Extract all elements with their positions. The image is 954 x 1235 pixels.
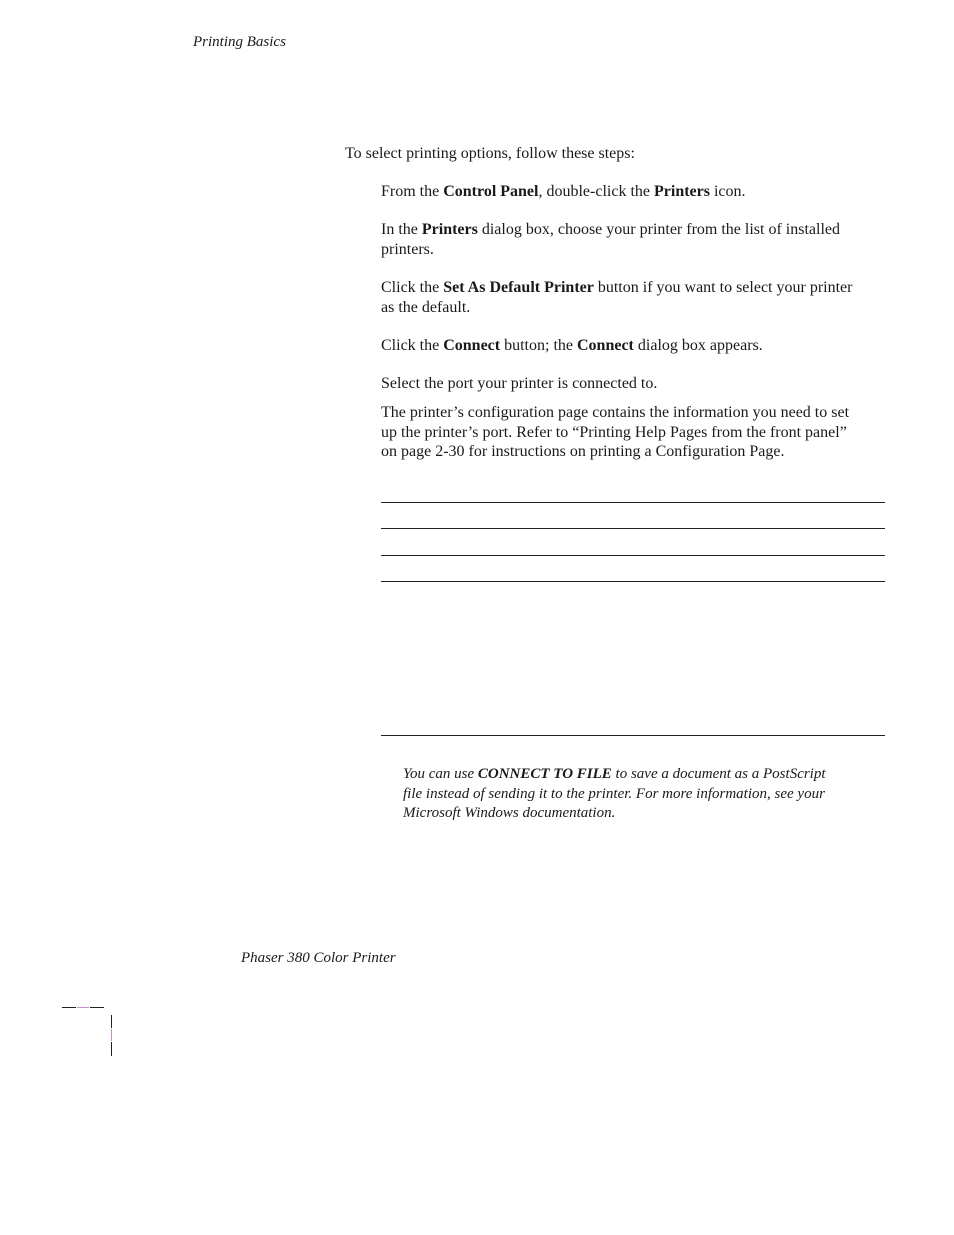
crop-mark xyxy=(62,1007,76,1008)
step-1: From the Control Panel, double-click the Printers icon. xyxy=(381,183,746,200)
crop-mark xyxy=(111,1015,112,1028)
table-rule xyxy=(381,528,885,529)
running-footer: Phaser 380 Color Printer xyxy=(241,950,396,966)
step-3: Click the Set As Default Printer button if you want to select your printer as the default. xyxy=(381,279,853,316)
intro-text: To select printing options, follow these steps: xyxy=(345,145,635,162)
note-text: You can use CONNECT TO FILE to save a document as a PostScript file instead of sending it to the printer. For more information, see your Microsoft Windows documentation. xyxy=(403,766,826,821)
table-rule xyxy=(381,555,885,556)
port-info-paragraph: The printer’s configuration page contains the information you need to set up the printer’s port. Refer to “Printing Help Pages from the front panel” on page 2-30 for instructions on printing a Configuration Page. xyxy=(381,404,850,460)
crop-mark xyxy=(111,1042,112,1056)
step-5: Select the port your printer is connected to. xyxy=(381,375,658,392)
running-header: Printing Basics xyxy=(193,34,286,50)
table-rule xyxy=(381,581,885,582)
crop-mark xyxy=(77,1007,89,1008)
note-rule xyxy=(381,735,885,736)
step-4: Click the Connect button; the Connect dialog box appears. xyxy=(381,337,763,354)
step-2: In the Printers dialog box, choose your printer from the list of installed printers. xyxy=(381,221,841,258)
table-rule xyxy=(381,502,885,503)
crop-mark xyxy=(90,1007,104,1008)
crop-mark xyxy=(111,1029,112,1041)
